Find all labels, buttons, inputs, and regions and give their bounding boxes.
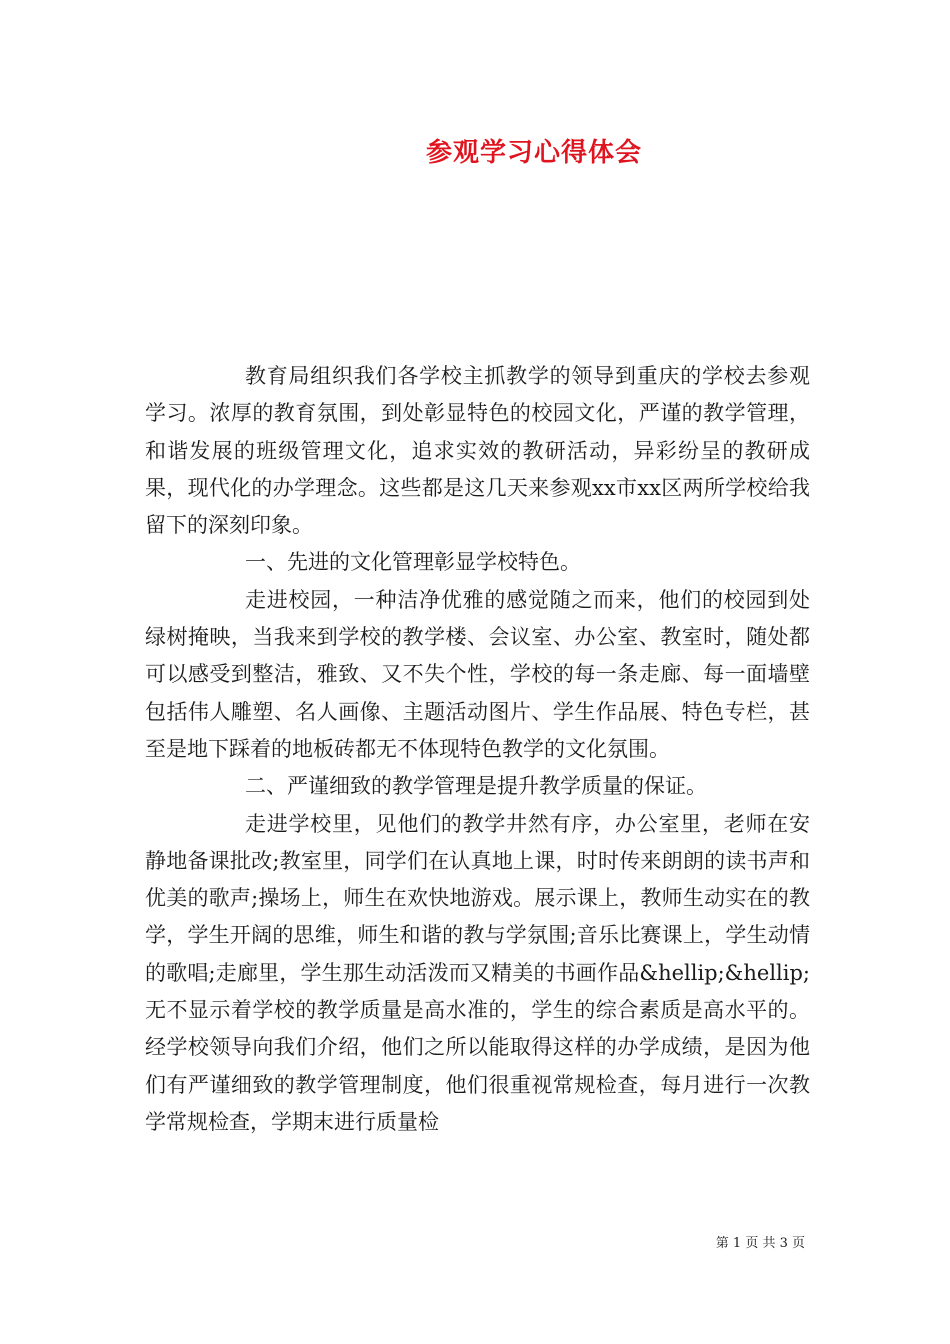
section-heading-2: 二、严谨细致的教学管理是提升教学质量的保证。 [245,774,707,799]
paragraph-management: 走进学校里，见他们的教学井然有序，办公室里，老师在安静地备课批改;教室里，同学们在认真地上课，时时传来朗朗的读书声和优美的歌声;操场上，师生在欢快地游戏。展示课上，教师生动实在的教学，学生开阔的思维，师生和谐的教与学氛围;音乐比赛课上，学生动情的歌唱;走廊里，学生那生动活泼而又精美的书画作品&hellip;&hellip;无不显示着学校的教学质量是高水准的，学生的综合素质是高水平的。经学校领导向我们介绍，他们之所以能取得这样的办学成绩，是因为他们有严谨细致的教学管理制度，他们很重视常规检查，每月进行一次教学常规检查，学期末进行质量检 [145,811,810,1134]
paragraph-intro: 教育局组织我们各学校主抓教学的领导到重庆的学校去参观学习。浓厚的教育氛围，到处彰显特色的校园文化，严谨的教学管理，和谐发展的班级管理文化，追求实效的教研活动，异彩纷呈的教研成果，现代化的办学理念。这些都是这几天来参观xx市xx区两所学校给我留下的深刻印象。 [145,364,810,538]
document-title: 参观学习心得体会 [425,138,642,168]
document-body [145,358,810,1141]
paragraph-culture: 走进校园，一种洁净优雅的感觉随之而来，他们的校园到处绿树掩映，当我来到学校的教学楼、会议室、办公室、教室时，随处都可以感受到整洁，雅致、又不失个性，学校的每一条走廊、每一面墙壁包括伟人雕塑、名人画像、主题活动图片、学生作品展、特色专栏，甚至是地下踩着的地板砖都无不体现特色教学的文化氛围。 [145,587,810,761]
section-heading-1: 一、先进的文化管理彰显学校特色。 [245,550,581,575]
page-number: 第 1 页 共 3 页 [715,1236,805,1251]
